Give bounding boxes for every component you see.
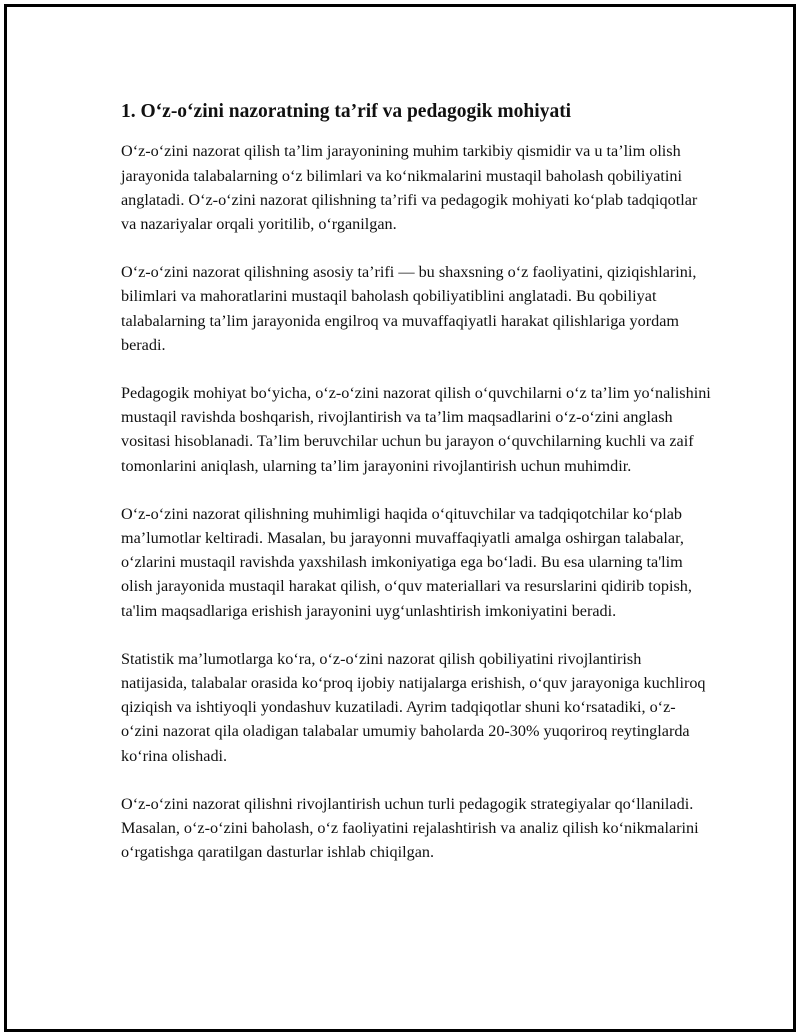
paragraph-5: Statistik ma’lumotlarga ko‘ra, o‘z-o‘zini nazorat qilish qobiliyatini rivojlantirish natijasida, talabalar orasida ko‘proq ijobiy natijalarga erishish, o‘quv jarayoniga kuchliroq qiziqish va ishtiyoqli yondashuv kuzatiladi. Ayrim tadqiqotlar shuni ko‘rsatadiki, o‘z-o‘zini nazorat qila oladigan talabalar umumiy baholarda 20-30% yuqoriroq reytinglarda ko‘rina olishadi. bbox=[121, 649, 706, 765]
paragraph-2: O‘z-o‘zini nazorat qilishning asosiy ta’rifi — bu shaxsning o‘z faoliyatini, qiziqishlarini, bilimlari va mahoratlarini mustaqil baholash qobiliyatiblini anglatadi. Bu qobiliyat talabalarning ta’lim jarayonida engilroq va muvaffaqiyatli harakat qilishlariga yordam beradi. bbox=[121, 263, 697, 354]
paragraph-1: O‘z-o‘zini nazorat qilish ta’lim jarayonining muhim tarkibiy qismidir va u ta’lim olish jarayonida talabalarning o‘z bilimlari va ko‘nikmalarini mustaqil baholash qobiliyatini anglatadi. O‘z-o‘zini nazorat qilishning ta’rifi va pedagogik mohiyati ko‘plab tadqiqotlar va nazariyalar orqali yoritilib, o‘rganilgan. bbox=[121, 142, 698, 233]
section-heading: 1. O‘z-o‘zini nazoratning ta’rif va pedagogik mohiyati bbox=[121, 101, 572, 122]
paragraph-3: Pedagogik mohiyat bo‘yicha, o‘z-o‘zini nazorat qilish o‘quvchilarni o‘z ta’lim yo‘nalishini mustaqil ravishda boshqarish, rivojlantirish va ta’lim maqsadlarini o‘z-o‘zini anglash vositasi hisoblanadi. Ta’lim beruvchilar uchun bu jarayon o‘quvchilarning kuchli va zaif tomonlarini aniqlash, ularning ta’lim jarayonini rivojlantirish uchun muhimdir. bbox=[121, 383, 711, 475]
document-body bbox=[121, 99, 711, 888]
paragraph-4: O‘z-o‘zini nazorat qilishning muhimligi haqida o‘qituvchilar va tadqiqotchilar ko‘plab ma’lumotlar keltiradi. Masalan, bu jarayonni muvaffaqiyatli amalga oshirgan talabalar, o‘zlarini mustaqil ravishda yaxshilash imkoniyatiga ega bo‘ladi. Bu esa ularning ta'lim olish jarayonida mustaqil harakat qilish, o‘quv materiallari va resurslarini qidirib topish, ta'lim maqsadlariga erishish jarayonini uyg‘unlashtirish imkoniyatini beradi. bbox=[121, 504, 692, 620]
paragraph-6: O‘z-o‘zini nazorat qilishni rivojlantirish uchun turli pedagogik strategiyalar qo‘llaniladi. Masalan, o‘z-o‘zini baholash, o‘z faoliyatini rejalashtirish va analiz qilish ko‘nikmalarini o‘rgatishga qaratilgan dasturlar ishlab chiqilgan. bbox=[121, 794, 699, 862]
page-frame bbox=[4, 4, 796, 1032]
